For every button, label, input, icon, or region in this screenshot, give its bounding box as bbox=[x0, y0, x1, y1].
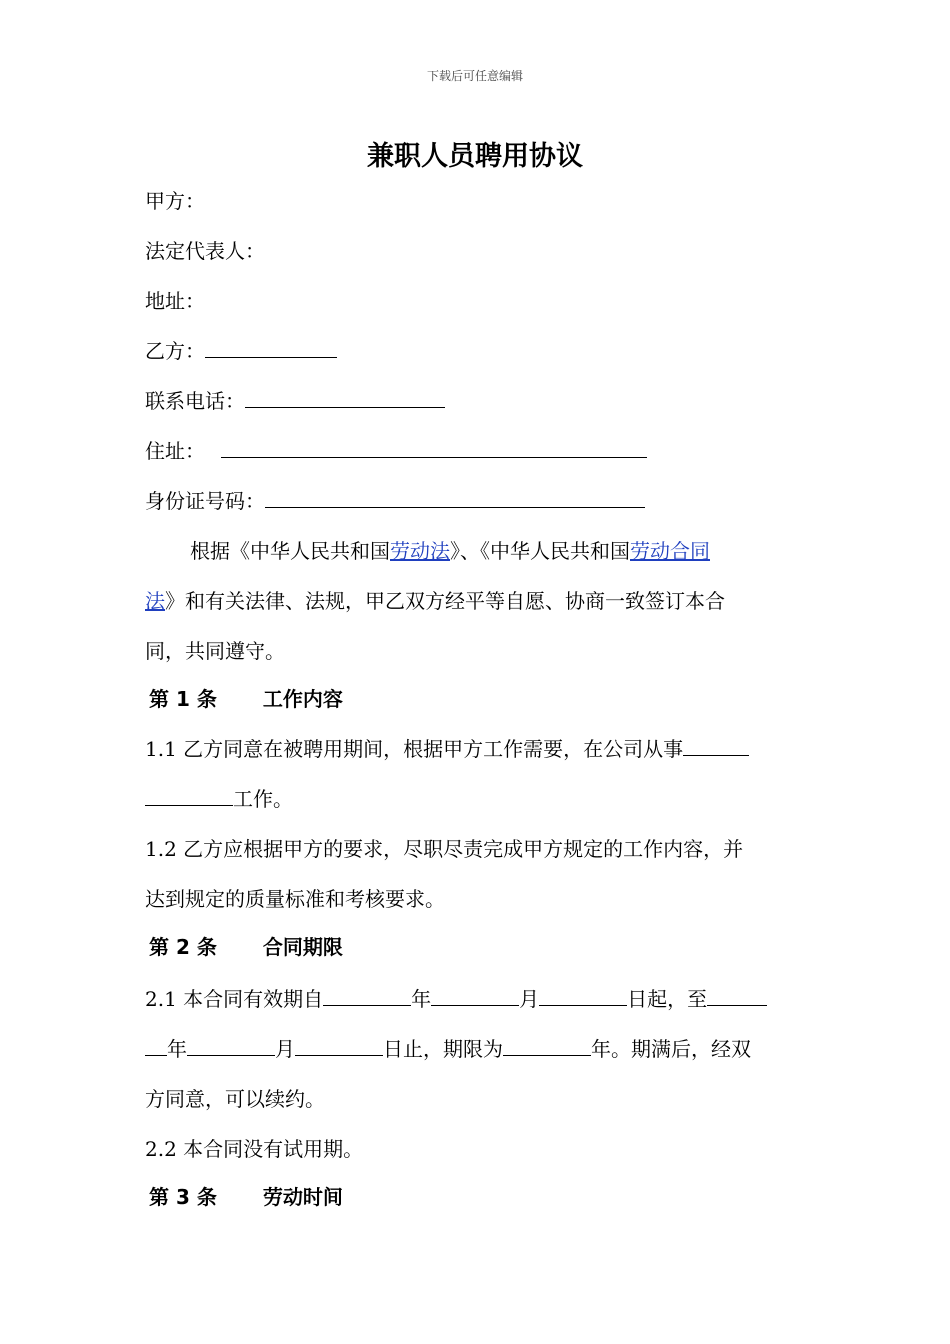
clause-text: 月 bbox=[519, 987, 540, 1011]
clause-1-1-line-2 bbox=[145, 784, 293, 814]
preamble-text: 根据《中华人民共和国 bbox=[190, 539, 390, 563]
article-3-heading bbox=[149, 1182, 343, 1212]
article-name: 劳动时间 bbox=[262, 1185, 343, 1209]
clause-2-1-line-1 bbox=[145, 984, 767, 1014]
document-title: 兼职人员聘用协议 bbox=[367, 141, 583, 172]
article-number: 第 3 条 bbox=[149, 1185, 217, 1209]
clause-text: 达到规定的质量标准和考核要求。 bbox=[145, 887, 445, 911]
address-label: 地址： bbox=[145, 289, 205, 313]
labor-contract-law-link[interactable]: 劳动合同 bbox=[630, 539, 710, 563]
id-number-blank[interactable] bbox=[265, 487, 645, 508]
clause-2-2-line bbox=[145, 1134, 363, 1164]
clause-text: 年。期满后，经双 bbox=[591, 1037, 751, 1061]
party-b-line bbox=[145, 336, 337, 366]
preamble-text: 同，共同遵守。 bbox=[145, 639, 285, 663]
start-year-blank[interactable] bbox=[323, 985, 411, 1006]
party-a-line bbox=[145, 186, 205, 216]
id-number-label: 身份证号码： bbox=[145, 489, 265, 513]
end-year-blank-cont[interactable] bbox=[145, 1035, 167, 1056]
address-line bbox=[145, 286, 205, 316]
article-name: 合同期限 bbox=[262, 935, 343, 959]
phone-blank[interactable] bbox=[245, 387, 445, 408]
header-note: 下载后可任意编辑 bbox=[426, 69, 523, 83]
party-a-label: 甲方： bbox=[145, 189, 205, 213]
residence-line bbox=[145, 436, 647, 466]
clause-text: 方同意，可以续约。 bbox=[145, 1087, 325, 1111]
clause-1-2-line-2 bbox=[145, 884, 445, 914]
start-month-blank[interactable] bbox=[431, 985, 519, 1006]
clause-1-1-line-1 bbox=[145, 734, 749, 764]
preamble-line-2 bbox=[145, 586, 725, 616]
article-name: 工作内容 bbox=[262, 687, 343, 711]
clause-text: 工作。 bbox=[233, 787, 293, 811]
residence-blank[interactable] bbox=[221, 437, 647, 458]
article-2-heading bbox=[149, 932, 343, 962]
phone-line bbox=[145, 386, 445, 416]
job-blank-cont[interactable] bbox=[145, 785, 233, 806]
clause-text: 2.1 本合同有效期自 bbox=[145, 987, 324, 1011]
term-years-blank[interactable] bbox=[503, 1035, 591, 1056]
end-day-blank[interactable] bbox=[295, 1035, 383, 1056]
clause-text: 日起，至 bbox=[627, 987, 708, 1011]
article-1-heading bbox=[149, 684, 343, 714]
clause-2-1-line-3 bbox=[145, 1084, 325, 1114]
preamble-text: 》、《中华人民共和国 bbox=[450, 539, 630, 563]
residence-label: 住址： bbox=[145, 439, 205, 463]
preamble-line-1 bbox=[190, 536, 710, 566]
clause-text: 日止，期限为 bbox=[383, 1037, 503, 1061]
id-number-line bbox=[145, 486, 645, 516]
job-blank[interactable] bbox=[683, 735, 749, 756]
clause-text: 1.2 乙方应根据甲方的要求，尽职尽责完成甲方规定的工作内容，并 bbox=[145, 837, 744, 861]
preamble-text: 》和有关法律、法规，甲乙双方经平等自愿、协商一致签订本合 bbox=[165, 589, 725, 613]
labor-contract-law-link[interactable]: 法 bbox=[145, 589, 165, 613]
clause-text: 1.1 乙方同意在被聘用期间，根据甲方工作需要，在公司从事 bbox=[145, 737, 684, 761]
preamble-line-3 bbox=[145, 636, 285, 666]
legal-rep-line bbox=[145, 236, 265, 266]
end-year-blank[interactable] bbox=[707, 985, 767, 1006]
clause-text: 年 bbox=[167, 1037, 187, 1061]
start-day-blank[interactable] bbox=[539, 985, 627, 1006]
article-number: 第 1 条 bbox=[149, 687, 217, 711]
labor-law-link[interactable]: 劳动法 bbox=[390, 539, 450, 563]
legal-rep-label: 法定代表人： bbox=[145, 239, 265, 263]
clause-text: 年 bbox=[411, 987, 432, 1011]
clause-1-2-line-1 bbox=[145, 834, 743, 864]
clause-text: 月 bbox=[275, 1037, 295, 1061]
party-b-blank[interactable] bbox=[205, 337, 337, 358]
article-number: 第 2 条 bbox=[149, 935, 217, 959]
end-month-blank[interactable] bbox=[187, 1035, 275, 1056]
party-b-label: 乙方： bbox=[145, 339, 205, 363]
phone-label: 联系电话： bbox=[145, 389, 245, 413]
clause-2-1-line-2 bbox=[145, 1034, 751, 1064]
clause-text: 2.2 本合同没有试用期。 bbox=[145, 1137, 364, 1161]
